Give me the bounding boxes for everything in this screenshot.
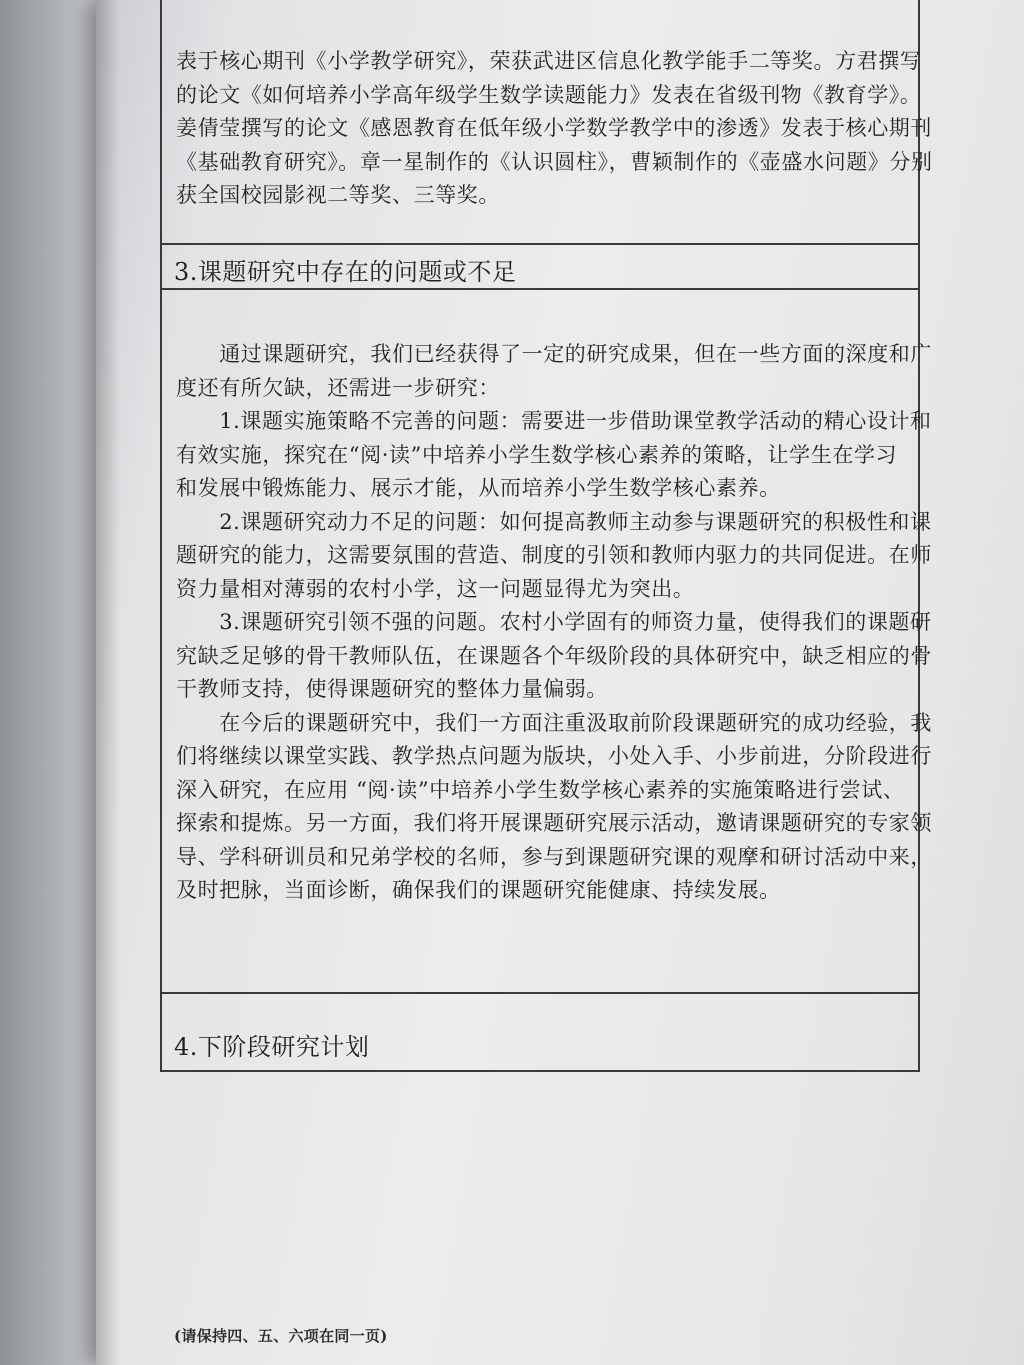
text-line: 究缺乏足够的骨干教师队伍，在课题各个年级阶段的具体研究中，缺乏相应的骨 xyxy=(176,643,932,668)
text-line: 在今后的课题研究中，我们一方面注重汲取前阶段课题研究的成功经验，我 xyxy=(176,710,932,735)
text-line: 资力量相对薄弱的农村小学，这一问题显得尤为突出。 xyxy=(176,576,695,601)
background-desk xyxy=(0,0,110,1365)
text-line: 的论文《如何培养小学高年级学生数学读题能力》发表在省级刊物《教育学》。 xyxy=(176,82,922,107)
text-line: 获全国校园影视二等奖、三等奖。 xyxy=(176,183,500,207)
text-line: 有效实施，探究在“阅·读”中培养小学生数学核心素养的策略，让学生在学习 xyxy=(176,442,898,467)
footer-note: (请保持四、五、六项在同一页) xyxy=(174,1327,388,1345)
text-line: 《基础教育研究》。章一星制作的《认识圆柱》，曹颖制作的《壶盛水问题》分别 xyxy=(176,149,933,174)
text-line: 2.课题研究动力不足的问题：如何提高教师主动参与课题研究的积极性和课 xyxy=(176,509,932,534)
text-line: 表于核心期刊《小学教学研究》，荣获武进区信息化教学能手二等奖。方君撰写 xyxy=(176,49,922,73)
text-line: 和发展中锻炼能力、展示才能，从而培养小学生数学核心素养。 xyxy=(176,476,781,500)
text-line: 深入研究，在应用 “阅·读”中培养小学生数学核心素养的实施策略进行尝试、 xyxy=(176,777,905,802)
text-line: 通过课题研究，我们已经获得了一定的研究成果，但在一些方面的深度和广 xyxy=(176,342,932,366)
text-line: 姜倩莹撰写的论文《感恩教育在低年级小学数学教学中的渗透》发表于核心期刊 xyxy=(176,116,932,140)
section4-heading: 4.下阶段研究计划 xyxy=(174,1033,370,1061)
table-rule xyxy=(162,992,918,994)
text-line: 探索和提炼。另一方面，我们将开展课题研究展示活动，邀请课题研究的专家领 xyxy=(176,811,932,835)
table-rule xyxy=(162,243,918,245)
table-rule xyxy=(162,288,918,290)
text-line: 题研究的能力，这需要氛围的营造、制度的引领和教师内驱力的共同促进。在师 xyxy=(176,543,932,567)
text-line: 们将继续以课堂实践、教学热点问题为版块，小处入手、小步前进，分阶段进行 xyxy=(176,744,932,768)
section3-body xyxy=(176,338,932,908)
section2-continued-text xyxy=(176,45,933,213)
text-line: 3.课题研究引领不强的问题。农村小学固有的师资力量，使得我们的课题研 xyxy=(176,610,932,634)
section3-heading: 3.课题研究中存在的问题或不足 xyxy=(174,258,517,286)
text-line: 及时把脉，当面诊断，确保我们的课题研究能健康、持续发展。 xyxy=(176,878,781,902)
text-line: 1.课题实施策略不完善的问题：需要进一步借助课堂教学活动的精心设计和 xyxy=(176,409,932,433)
text-line: 导、学科研训员和兄弟学校的名师，参与到课题研究课的观摩和研讨活动中来， xyxy=(176,844,932,869)
text-line: 度还有所欠缺，还需进一步研究： xyxy=(176,375,500,400)
page-binding-shadow xyxy=(96,0,120,1365)
text-line: 干教师支持，使得课题研究的整体力量偏弱。 xyxy=(176,677,608,701)
report-table xyxy=(160,0,933,1072)
